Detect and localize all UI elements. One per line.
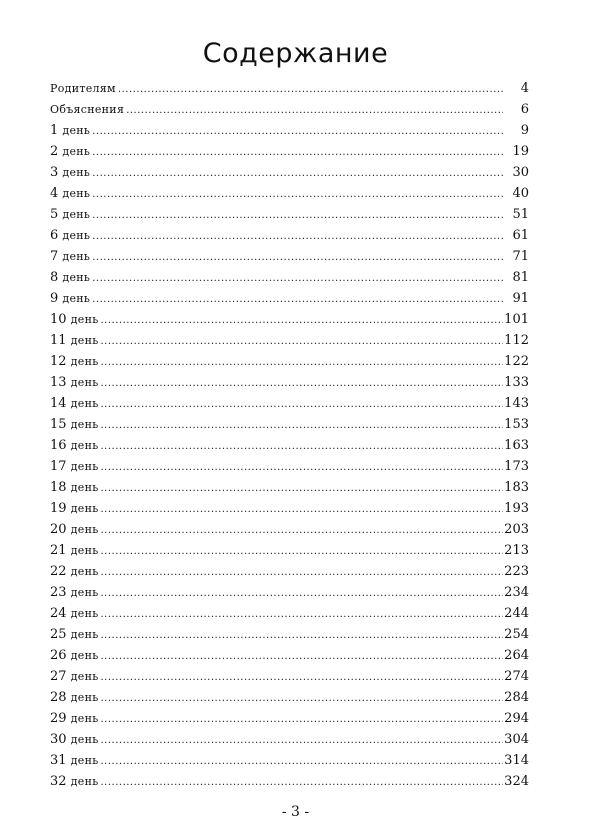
toc-page-number: 183 <box>504 480 529 495</box>
toc-entry-word: день <box>70 523 99 536</box>
toc-page-number: 101 <box>504 312 529 327</box>
toc-entry-number: 7 <box>50 249 59 264</box>
toc-page-number: 40 <box>512 186 529 201</box>
dot-leader <box>99 520 504 541</box>
dot-leader <box>99 457 504 478</box>
toc-entry[interactable] <box>50 456 529 477</box>
toc-page-number: 304 <box>504 732 529 747</box>
toc-entry-number: 26 <box>50 648 67 663</box>
toc-entry[interactable] <box>50 498 529 519</box>
dot-leader <box>99 583 504 604</box>
toc-entry-label <box>50 561 99 582</box>
toc-entry-word: день <box>70 628 99 641</box>
toc-entry-number: 23 <box>50 585 67 600</box>
toc-entry-number: 21 <box>50 543 67 558</box>
toc-entry-number: 9 <box>50 291 59 306</box>
toc-entry-number: 20 <box>50 522 67 537</box>
toc-entry-label <box>50 351 99 372</box>
toc-entry-label <box>50 750 99 771</box>
toc-entry-number: 22 <box>50 564 67 579</box>
toc-entry-number: 15 <box>50 417 67 432</box>
dot-leader <box>116 79 503 100</box>
toc-entry-text: Объяснения <box>50 103 125 116</box>
toc-entry[interactable] <box>50 288 529 309</box>
toc-page-number: 213 <box>504 543 529 558</box>
toc-entry-label <box>50 330 99 351</box>
toc-page-number: 163 <box>504 438 529 453</box>
toc-page-number: 193 <box>504 501 529 516</box>
toc-entry-word: день <box>62 229 91 242</box>
toc-entry-word: день <box>62 250 91 263</box>
dot-leader <box>99 562 504 583</box>
toc-entry-label <box>50 309 99 330</box>
dot-leader <box>99 772 504 793</box>
toc-entry-number: 19 <box>50 501 67 516</box>
toc-entry[interactable] <box>50 330 529 351</box>
toc-entry[interactable] <box>50 771 529 792</box>
toc-entry-label <box>50 267 90 288</box>
toc-entry[interactable] <box>50 204 529 225</box>
dot-leader <box>99 667 504 688</box>
toc-entry-number: 16 <box>50 438 67 453</box>
toc-entry-number: 8 <box>50 270 59 285</box>
toc-entry[interactable] <box>50 225 529 246</box>
toc-entry-word: день <box>70 607 99 620</box>
toc-page-number: 203 <box>504 522 529 537</box>
toc-page-number: 91 <box>512 291 529 306</box>
toc-page-number: 112 <box>504 333 529 348</box>
toc-entry-word: день <box>70 397 99 410</box>
page-number-footer: - 3 - <box>281 804 310 820</box>
toc-page-number: 223 <box>504 564 529 579</box>
dot-leader <box>99 436 504 457</box>
toc-page-number: 81 <box>512 270 529 285</box>
dot-leader <box>90 289 503 310</box>
toc-entry-label <box>50 498 99 519</box>
toc-entry[interactable] <box>50 750 529 771</box>
dot-leader <box>99 394 504 415</box>
toc-entry-number: 24 <box>50 606 67 621</box>
dot-leader <box>99 751 504 772</box>
toc-page-number: 274 <box>504 669 529 684</box>
toc-entry-number: 28 <box>50 690 67 705</box>
toc-page-number: 153 <box>504 417 529 432</box>
toc-entry-word: день <box>62 292 91 305</box>
toc-entry-label <box>50 666 99 687</box>
toc-entry-number: 6 <box>50 228 59 243</box>
toc-entry-word: день <box>70 439 99 452</box>
toc-entry-label <box>50 456 99 477</box>
toc-page-number: 9 <box>520 123 529 138</box>
toc-entry-number: 18 <box>50 480 67 495</box>
dot-leader <box>99 331 504 352</box>
dot-leader <box>99 688 504 709</box>
toc-entry[interactable] <box>50 246 529 267</box>
toc-entry-word: день <box>70 670 99 683</box>
dot-leader <box>90 142 503 163</box>
toc-page-number: 294 <box>504 711 529 726</box>
toc-entry-label <box>50 372 99 393</box>
toc-entry-number: 3 <box>50 165 59 180</box>
toc-entry-number: 10 <box>50 312 67 327</box>
toc-entry-label <box>50 687 99 708</box>
toc-entry-word: день <box>62 271 91 284</box>
toc-entry[interactable] <box>50 519 529 540</box>
toc-entry-label <box>50 582 99 603</box>
toc-entry-word: день <box>70 544 99 557</box>
toc-entry-label <box>50 141 90 162</box>
toc-entry-label <box>50 435 99 456</box>
toc-entry-label <box>50 708 99 729</box>
toc-entry-word: день <box>70 334 99 347</box>
toc-page-number: 234 <box>504 585 529 600</box>
toc-entry-label <box>50 624 99 645</box>
toc-page-number: 61 <box>512 228 529 243</box>
toc-entry-word: день <box>62 166 91 179</box>
dot-leader <box>99 646 504 667</box>
toc-entry-label <box>50 183 90 204</box>
dot-leader <box>99 604 504 625</box>
toc-entry[interactable] <box>50 666 529 687</box>
dot-leader <box>99 415 504 436</box>
toc-entry-number: 1 <box>50 123 59 138</box>
toc-page-number: 264 <box>504 648 529 663</box>
toc-entry[interactable] <box>50 645 529 666</box>
toc-entry-word: день <box>70 418 99 431</box>
dot-leader <box>90 121 503 142</box>
toc-entry-number: 32 <box>50 774 67 789</box>
toc-entry-number: 17 <box>50 459 67 474</box>
dot-leader <box>99 709 504 730</box>
toc-entry-word: день <box>62 124 91 137</box>
toc-entry-word: день <box>70 586 99 599</box>
toc-entry-word: день <box>70 754 99 767</box>
dot-leader <box>99 310 504 331</box>
toc-entry[interactable] <box>50 120 529 141</box>
toc-entry[interactable] <box>50 162 529 183</box>
toc-entry-word: день <box>70 775 99 788</box>
toc-entry-number: 30 <box>50 732 67 747</box>
toc-entry-word: день <box>70 502 99 515</box>
toc-page-number: 284 <box>504 690 529 705</box>
toc-entry-label <box>50 393 99 414</box>
toc-entry[interactable] <box>50 141 529 162</box>
dot-leader <box>90 226 503 247</box>
toc-entry-label <box>50 519 99 540</box>
toc-entry-label <box>50 540 99 561</box>
toc-entry[interactable] <box>50 687 529 708</box>
toc-entry-label <box>50 645 99 666</box>
dot-leader <box>99 352 504 373</box>
toc-entry[interactable] <box>50 372 529 393</box>
toc-entry-word: день <box>62 187 91 200</box>
toc-entry-label <box>50 288 90 309</box>
toc-entry-word: день <box>70 712 99 725</box>
toc-entry-label <box>50 246 90 267</box>
toc-entry-word: день <box>70 691 99 704</box>
toc-page-number: 244 <box>504 606 529 621</box>
dot-leader <box>90 247 503 268</box>
toc-entry-label <box>50 477 99 498</box>
toc-page-number: 314 <box>504 753 529 768</box>
toc-entry[interactable] <box>50 540 529 561</box>
toc-entry-number: 31 <box>50 753 67 768</box>
toc-entry-number: 27 <box>50 669 67 684</box>
toc-page-number: 6 <box>520 102 529 117</box>
toc-entry-word: день <box>62 145 91 158</box>
toc-entry-word: день <box>70 355 99 368</box>
toc-entry-word: день <box>62 208 91 221</box>
dot-leader <box>99 499 504 520</box>
toc-page-number: 324 <box>504 774 529 789</box>
toc-entry-label <box>50 414 99 435</box>
toc-entry-label <box>50 225 90 246</box>
toc-entry-number: 11 <box>50 333 67 348</box>
toc-entry[interactable] <box>50 435 529 456</box>
toc-page-number: 133 <box>504 375 529 390</box>
toc-entry-number: 5 <box>50 207 59 222</box>
toc-entry-text: Родителям <box>50 82 116 95</box>
toc-entry-word: день <box>70 376 99 389</box>
toc-entry-label <box>50 204 90 225</box>
toc-entry[interactable] <box>50 603 529 624</box>
toc-entry-number: 13 <box>50 375 67 390</box>
toc-page-number: 30 <box>512 165 529 180</box>
toc-entry-label <box>50 729 99 750</box>
toc-page-number: 4 <box>520 81 529 96</box>
toc-entry[interactable] <box>50 729 529 750</box>
dot-leader <box>90 268 503 289</box>
dot-leader <box>99 478 504 499</box>
toc-entry-number: 12 <box>50 354 67 369</box>
toc-entry-label <box>50 162 90 183</box>
toc-entry-label <box>50 99 124 120</box>
toc-page-number: 71 <box>512 249 529 264</box>
toc-entry[interactable] <box>50 624 529 645</box>
toc-entry-word: день <box>70 313 99 326</box>
toc-entry-word: день <box>70 460 99 473</box>
toc-entry-label <box>50 120 90 141</box>
toc-entry[interactable] <box>50 393 529 414</box>
toc-entry-word: день <box>70 481 99 494</box>
toc-entry-word: день <box>70 565 99 578</box>
toc-entry-word: день <box>70 733 99 746</box>
dot-leader <box>90 163 503 184</box>
toc-entry-word: день <box>70 649 99 662</box>
toc-entry[interactable] <box>50 78 529 99</box>
page-title: Содержание <box>202 38 389 69</box>
toc-entry-number: 29 <box>50 711 67 726</box>
table-of-contents <box>50 78 529 792</box>
toc-page-number: 19 <box>512 144 529 159</box>
dot-leader <box>90 205 503 226</box>
toc-page-number: 173 <box>504 459 529 474</box>
toc-entry-number: 25 <box>50 627 67 642</box>
toc-page-number: 143 <box>504 396 529 411</box>
dot-leader <box>124 100 503 121</box>
toc-entry-label <box>50 771 99 792</box>
toc-entry-number: 14 <box>50 396 67 411</box>
dot-leader <box>99 373 504 394</box>
toc-entry[interactable] <box>50 582 529 603</box>
toc-page-number: 122 <box>504 354 529 369</box>
toc-entry-label <box>50 603 99 624</box>
toc-entry[interactable] <box>50 267 529 288</box>
toc-entry[interactable] <box>50 183 529 204</box>
toc-entry[interactable] <box>50 561 529 582</box>
toc-entry[interactable] <box>50 414 529 435</box>
toc-entry[interactable] <box>50 309 529 330</box>
toc-entry[interactable] <box>50 99 529 120</box>
dot-leader <box>99 541 504 562</box>
toc-entry-number: 2 <box>50 144 59 159</box>
toc-entry[interactable] <box>50 351 529 372</box>
toc-entry-number: 4 <box>50 186 59 201</box>
toc-entry-label <box>50 78 116 99</box>
dot-leader <box>99 625 504 646</box>
toc-entry[interactable] <box>50 477 529 498</box>
dot-leader <box>99 730 504 751</box>
toc-page-number: 254 <box>504 627 529 642</box>
toc-entry[interactable] <box>50 708 529 729</box>
dot-leader <box>90 184 503 205</box>
toc-page-number: 51 <box>512 207 529 222</box>
